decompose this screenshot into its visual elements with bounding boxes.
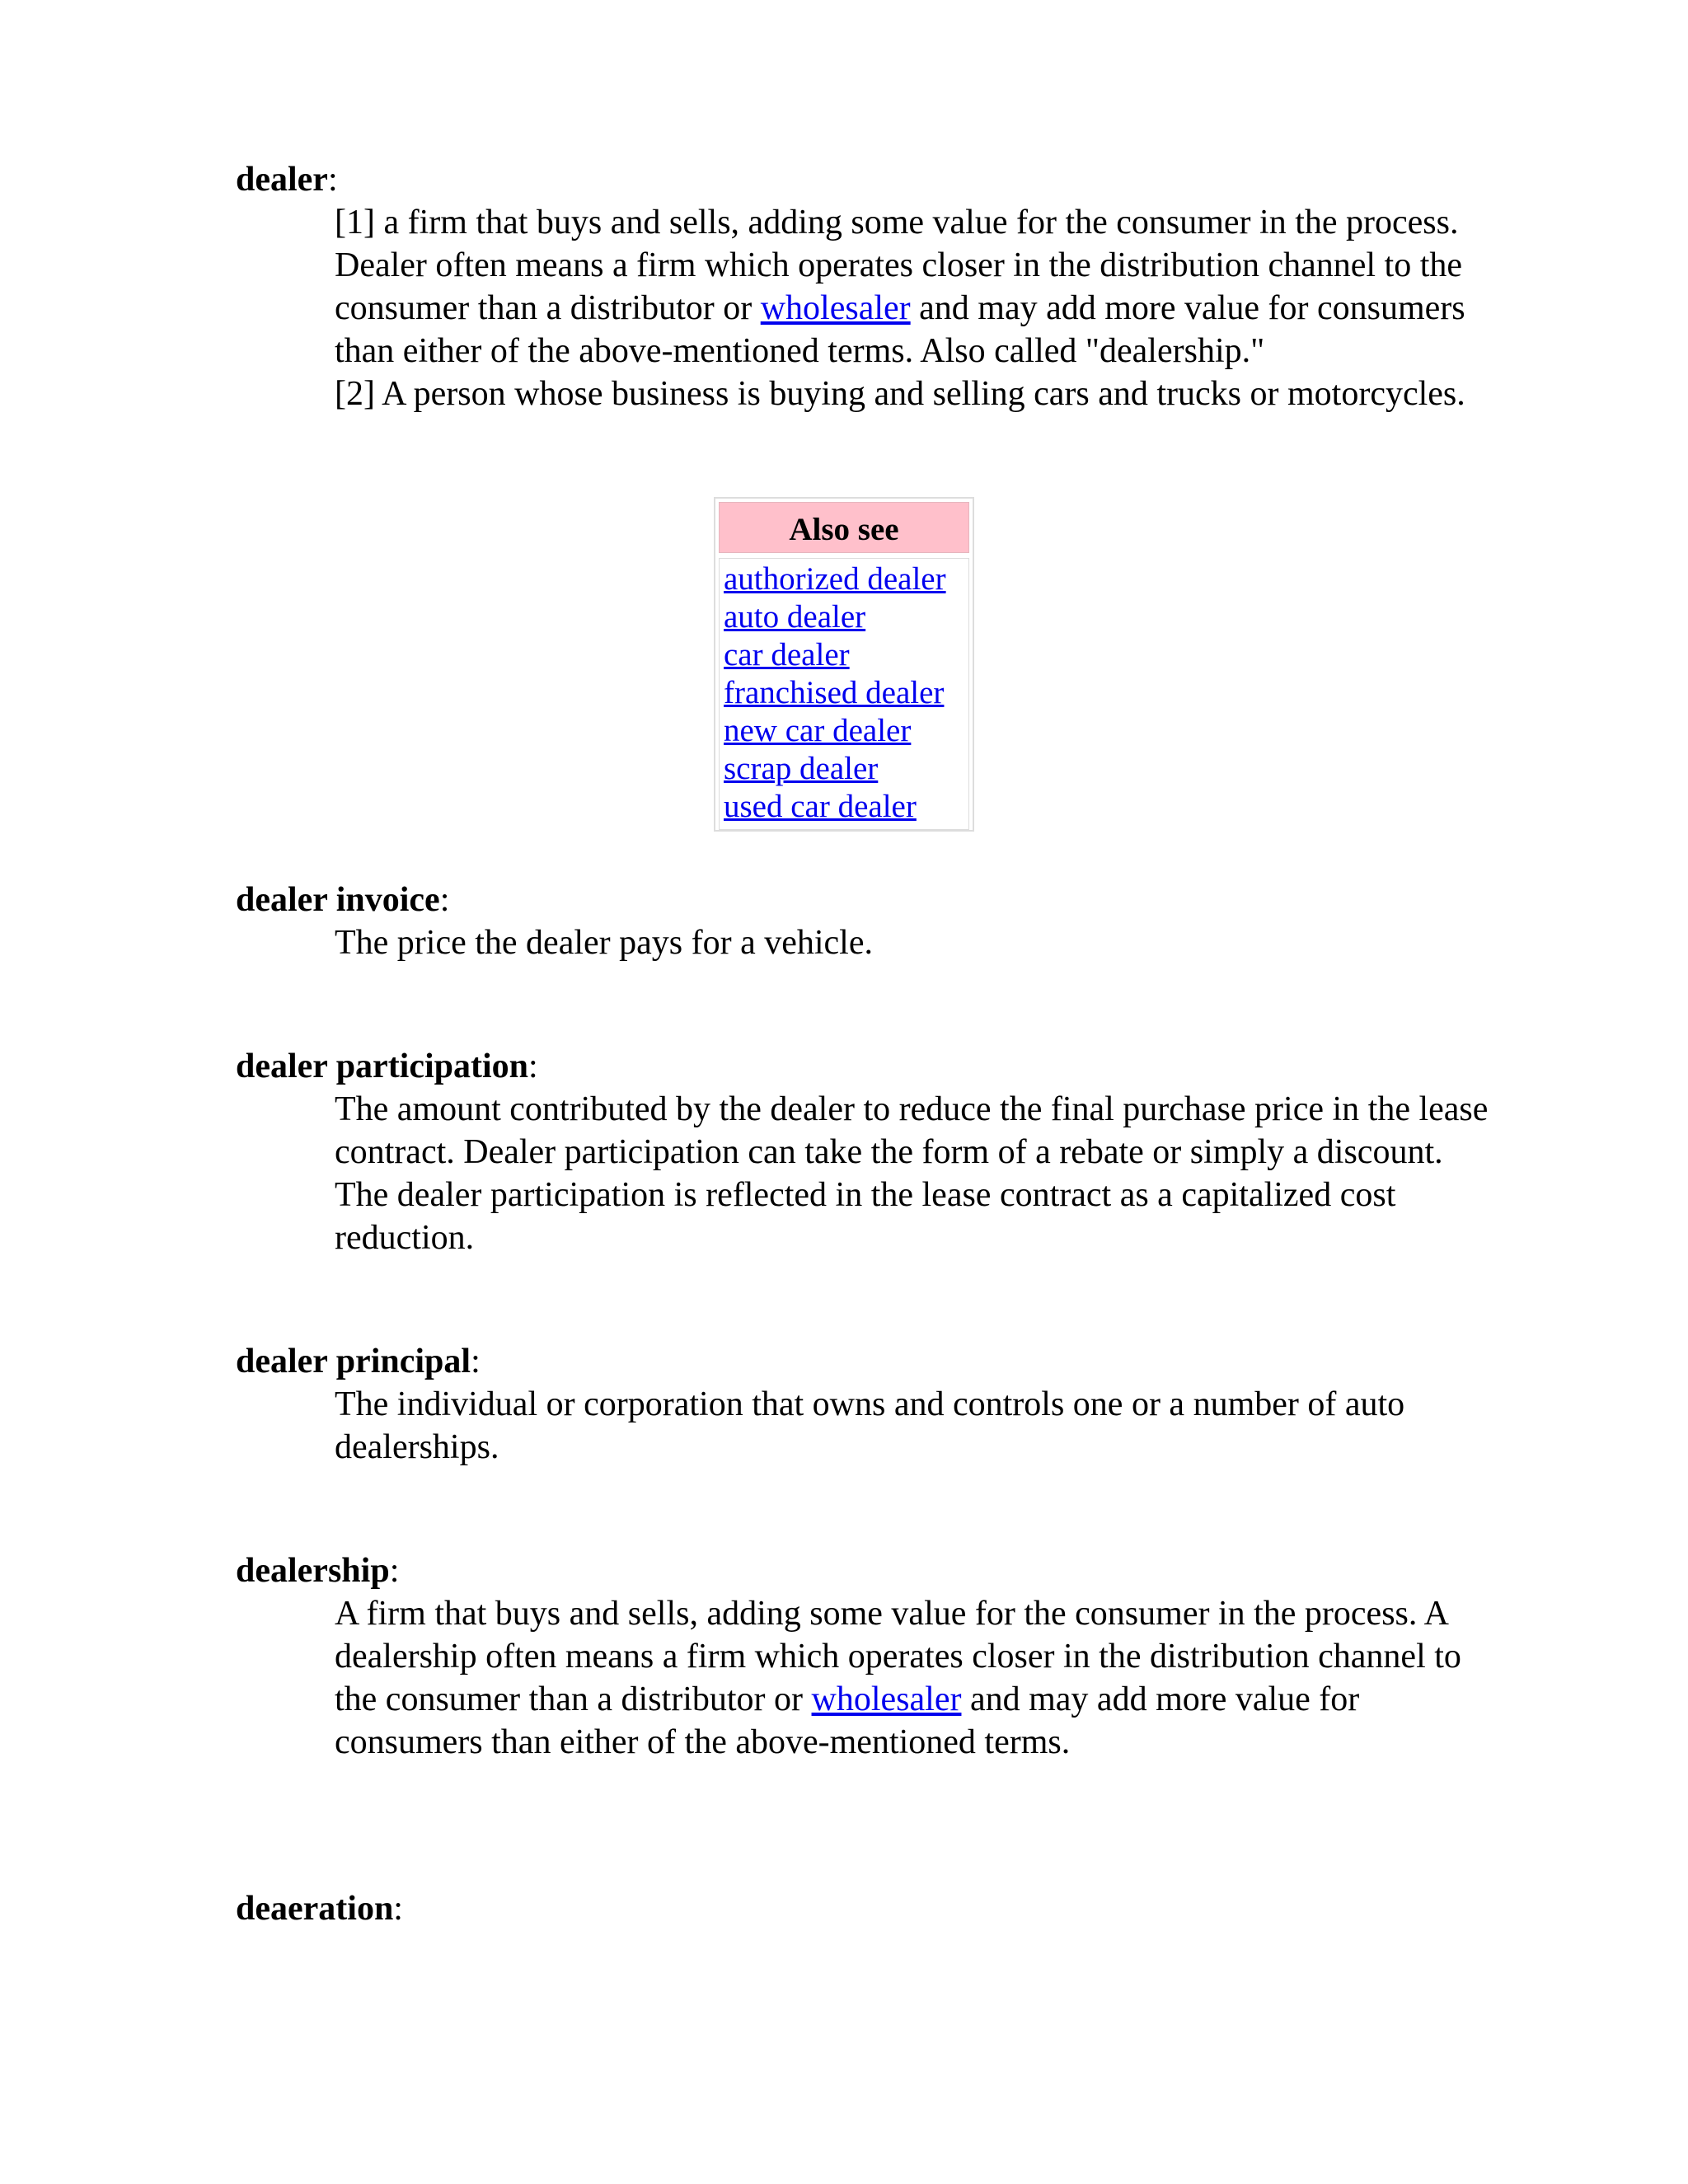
definition-text: and may add more value for consumers than either of the above-mentioned terms. Also called "dealership." (335, 289, 1465, 370)
term-title: dealer (236, 161, 328, 199)
also-see-link-car-dealer[interactable]: car dealer (724, 637, 850, 673)
term-dealer (236, 158, 338, 201)
definition-dealer-invoice: The price the dealer pays for a vehicle. (335, 924, 873, 962)
term-dealer-participation (236, 1045, 538, 1088)
definition-text: [1] a firm that buys and sells, adding some value for the consumer in the process. Dealer often means a firm which operates closer in the distribution channel to the consumer than a distributor or (335, 204, 1463, 327)
term-title: dealer participation (236, 1047, 529, 1085)
also-see-link-used-car-dealer[interactable]: used car dealer (724, 789, 917, 824)
term-colon: : (439, 881, 450, 919)
definition-text: [2] A person whose business is buying and selling cars and trucks or motorcycles. (335, 375, 1465, 413)
term-title: deaeration (236, 1890, 394, 1928)
also-see-link-new-car-dealer[interactable]: new car dealer (724, 713, 912, 748)
term-colon: : (393, 1890, 403, 1928)
term-title: dealership (236, 1552, 390, 1590)
term-title: dealer invoice (236, 881, 440, 919)
also-see-link-scrap-dealer[interactable]: scrap dealer (724, 751, 879, 786)
also-see-header: Also see (719, 502, 969, 553)
also-see-link-auto-dealer[interactable]: auto dealer (724, 599, 866, 635)
also-see-link-franchised-dealer[interactable]: franchised dealer (724, 675, 945, 710)
definition-dealer-participation: The amount contributed by the dealer to reduce the final purchase price in the lease contract. Dealer participation can take the form of a rebate or simply a discount. The dealer participation is reflected in the lease contract as a capitalized cost reduction. (335, 1090, 1489, 1257)
term-colon: : (327, 161, 338, 199)
definition-text: and may add more value for consumers than either of the above-mentioned terms. (335, 1680, 1360, 1761)
wholesaler-link[interactable]: wholesaler (760, 289, 911, 327)
term-dealership (236, 1549, 399, 1592)
wholesaler-link[interactable]: wholesaler (811, 1680, 962, 1718)
also-see-box (714, 497, 974, 832)
definition-dealer (335, 201, 1489, 415)
definition-dealership (335, 1592, 1489, 1764)
term-colon: : (389, 1552, 400, 1590)
term-dealer-invoice (236, 879, 449, 921)
term-colon: : (528, 1047, 538, 1085)
term-colon: : (471, 1343, 481, 1380)
term-dealer-principal (236, 1340, 481, 1383)
definition-text: A firm that buys and sells, adding some value for the consumer in the process. A dealership often means a firm which operates closer in the distribution channel to the consumer than a distributor or (335, 1595, 1461, 1718)
definition-dealer-principal: The individual or corporation that owns and controls one or a number of auto dealerships. (335, 1385, 1405, 1466)
term-title: dealer principal (236, 1343, 471, 1380)
also-see-link-authorized-dealer[interactable]: authorized dealer (724, 561, 946, 597)
also-see-list (719, 558, 969, 830)
term-deaeration (236, 1887, 403, 1930)
